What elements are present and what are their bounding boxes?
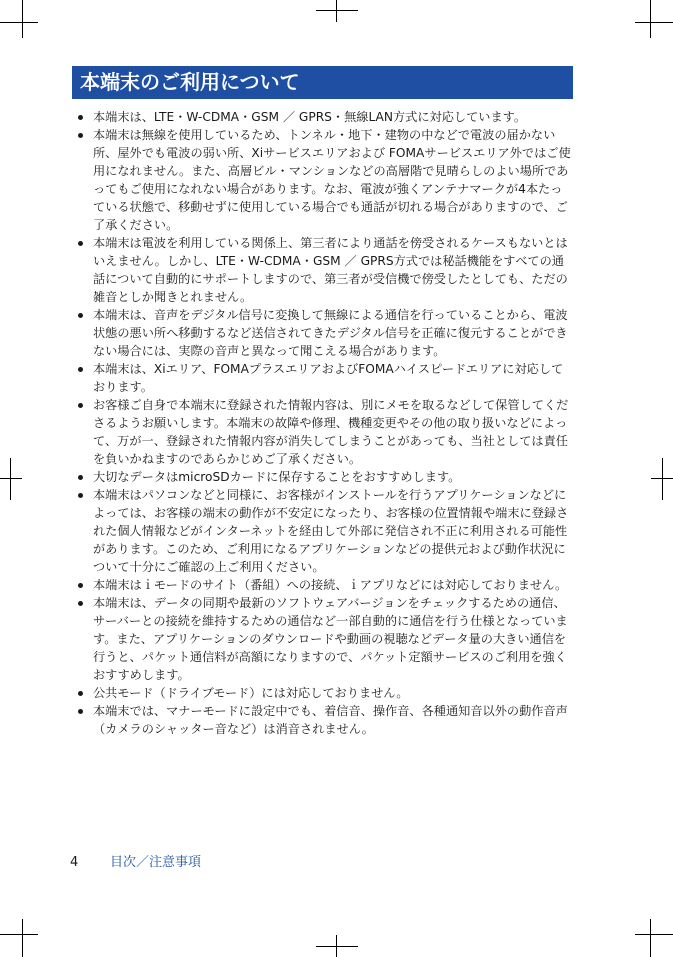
crop-mark-tl-h bbox=[0, 22, 38, 23]
bullet-icon bbox=[78, 133, 83, 138]
section-title: 本端末のご利用について bbox=[80, 70, 300, 94]
crop-mark-br-h bbox=[635, 934, 673, 935]
bullet-icon bbox=[78, 403, 83, 408]
list-item bbox=[78, 396, 573, 468]
list-item bbox=[78, 126, 573, 234]
bullet-icon bbox=[78, 493, 83, 498]
crop-mark-bl-v bbox=[22, 919, 23, 957]
bullet-icon bbox=[78, 709, 83, 714]
crop-mark-left-center-h bbox=[0, 478, 22, 479]
bullet-icon bbox=[78, 241, 83, 246]
bullet-icon bbox=[78, 115, 83, 120]
bullet-icon bbox=[78, 691, 83, 696]
section-title-bar bbox=[72, 66, 573, 99]
list-item bbox=[78, 576, 573, 594]
list-item bbox=[78, 234, 573, 306]
list-item-text: 本端末はパソコンなどと同様に、お客様がインストールを行うアプリケーションなどによっては、お客様の端末の動作が不安定になったり、お客様の位置情報や端末に登録された個人情報などがインターネットを経由して外部に発信され不正に利用される可能性があります。このため、ご利用になるアプリケーションなどの提供元および動作状況について十分にご確認の上ご利用ください。 bbox=[93, 488, 569, 574]
list-item bbox=[78, 306, 573, 360]
list-item-text: 本端末はｉモードのサイト（番組）への接続、ｉアプリなどには対応しておりません。 bbox=[93, 578, 568, 592]
crop-mark-left-center-v bbox=[10, 458, 11, 500]
page-footer bbox=[70, 855, 201, 871]
list-item-text: 本端末は無線を使用しているため、トンネル・地下・建物の中などで電波の届かない所、屋外でも電波の弱い所、Xiサービスエリアおよび FOMAサービスエリア外ではご使用になれません。また、高層ビル・マンションなどの高層階で見晴らしのよい場所であってもご使用になれない場合があります。なお、電波が強くアンテナマークが4本たっている状態で、移動せずに使用している場合でも通話が切れる場合がありますので、ご了承ください。 bbox=[93, 128, 571, 232]
list-item-text: 本端末は、音声をデジタル信号に変換して無線による通信を行っていることから、電波状態の悪い所へ移動するなど送信されてきたデジタル信号を正確に復元することができない場合には、実際の音声と異なって聞こえる場合があります。 bbox=[93, 308, 568, 358]
list-item-text: 本端末は、LTE・W-CDMA・GSM ／ GPRS・無線LAN方式に対応しています。 bbox=[93, 110, 527, 124]
crop-mark-tr-v bbox=[650, 0, 651, 38]
bullet-icon bbox=[78, 583, 83, 588]
list-item bbox=[78, 594, 573, 684]
list-item-text: 大切なデータはmicroSDカードに保存することをおすすめします。 bbox=[93, 470, 461, 484]
list-item-text: 本端末は、データの同期や最新のソフトウェアバージョンをチェックするための通信、サーバーとの接続を維持するための通信など一部自動的に通信を行う仕様となっています。また、アプリケーションのダウンロードや動画の視聴などデータ量の大きい通信を行うと、パケット通信料が高額になりますので、パケット定額サービスのご利用を強くおすすめします。 bbox=[93, 596, 568, 682]
bullet-icon bbox=[78, 475, 83, 480]
crop-mark-tr-h bbox=[635, 22, 673, 23]
list-item bbox=[78, 684, 573, 702]
list-item bbox=[78, 468, 573, 486]
toc-link[interactable]: 目次／注意事項 bbox=[110, 855, 202, 870]
list-item-text: お客様ご自身で本端末に登録された情報内容は、別にメモを取るなどして保管してくださるようお願いします。本端末の故障や修理、機種変更やその他の取り扱いなどによって、万が一、登録された情報内容が消失してしまうことがあっても、当社としては責任を負いかねますのであらかじめご了承ください。 bbox=[93, 398, 569, 466]
crop-mark-br-v bbox=[650, 919, 651, 957]
bullet-icon bbox=[78, 313, 83, 318]
list-item bbox=[78, 108, 573, 126]
notes-list bbox=[78, 108, 573, 738]
list-item bbox=[78, 486, 573, 576]
crop-mark-top-center-h bbox=[316, 10, 358, 11]
crop-mark-right-center-v bbox=[662, 458, 663, 500]
list-item-text: 本端末は電波を利用している関係上、第三者により通話を傍受されるケースもないとはいえません。しかし、LTE・W-CDMA・GSM ／ GPRS方式では秘話機能をすべての通話について自動的にサポートしますので、第三者が受信機で傍受したとしても、ただの雑音としか聞きとれません。 bbox=[93, 236, 568, 304]
list-item-text: 公共モード（ドライブモード）には対応しておりません。 bbox=[93, 686, 409, 700]
crop-mark-tl-v bbox=[22, 0, 23, 38]
bullet-icon bbox=[78, 601, 83, 606]
list-item-text: 本端末では、マナーモードに設定中でも、着信音、操作音、各種通知音以外の動作音声（カメラのシャッター音など）は消音されません。 bbox=[93, 704, 568, 736]
crop-mark-bottom-center-h bbox=[316, 946, 358, 947]
crop-mark-top-center-v bbox=[336, 0, 337, 22]
list-item bbox=[78, 360, 573, 396]
bullet-icon bbox=[78, 367, 83, 372]
list-item bbox=[78, 702, 573, 738]
list-item-text: 本端末は、Xiエリア、FOMAプラスエリアおよびFOMAハイスピードエリアに対応しております。 bbox=[93, 362, 564, 394]
crop-mark-bl-h bbox=[0, 934, 38, 935]
page-number: 4 bbox=[70, 855, 79, 870]
